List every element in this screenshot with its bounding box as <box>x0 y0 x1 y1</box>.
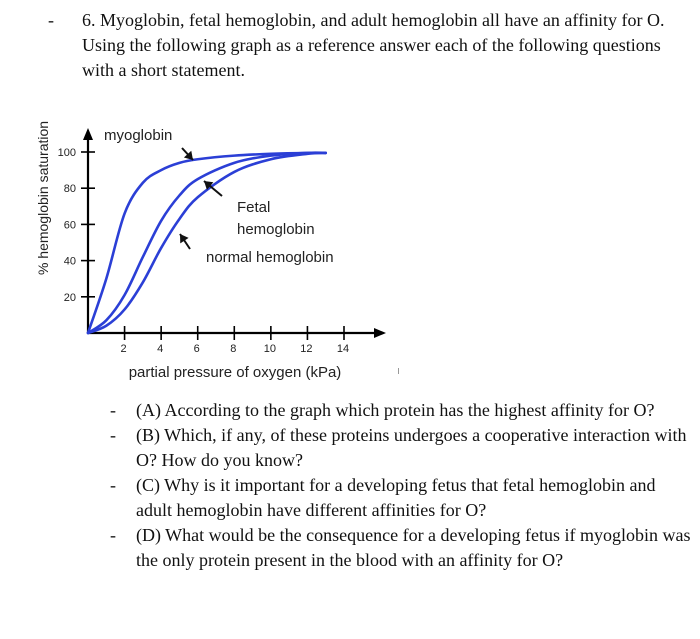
annotation-fetal-line1: Fetal <box>237 199 271 216</box>
x-tick-label: 14 <box>336 343 350 355</box>
subquestion-bullet: - <box>110 525 116 545</box>
y-axis-arrowhead <box>83 128 93 140</box>
subquestion-text: (D) What would be the consequence for a developing fetus if myoglobin was the only protein present in the blood with an affinity for O? <box>136 525 691 570</box>
subquestion-a <box>100 398 695 423</box>
subquestion-bullet: - <box>110 475 116 495</box>
subquestion-text: (C) Why is it important for a developing fetus that fetal hemoglobin and adult hemoglobin have different affinities for O? <box>136 475 656 520</box>
annotation-normal: normal hemoglobin <box>206 249 334 266</box>
curve-normal-hemoglobin <box>88 153 326 333</box>
x-tick-label: 4 <box>157 343 164 355</box>
x-tick-label: 6 <box>193 343 200 355</box>
subquestion-b <box>100 423 695 473</box>
x-tick-label: 8 <box>230 343 237 355</box>
x-tick-label: 12 <box>300 343 313 355</box>
stray-mark <box>398 368 399 374</box>
curve-fetal-hemoglobin <box>88 153 326 333</box>
question-bullet: - <box>48 10 54 30</box>
y-axis-label: % hemoglobin saturation <box>35 120 51 276</box>
subquestion-text: (B) Which, if any, of these proteins undergoes a cooperative interaction with O? How do you know? <box>136 425 687 470</box>
y-tick-label: 80 <box>63 183 76 196</box>
subquestion-list <box>100 398 695 573</box>
subquestion-c <box>100 473 695 523</box>
y-tick-label: 60 <box>63 219 76 232</box>
question-text: 6. Myoglobin, fetal hemoglobin, and adult hemoglobin all have an affinity for O. Using the following graph as a reference answer each of the following questions with a short statement. <box>82 10 665 80</box>
y-tick-label: 20 <box>63 291 76 304</box>
x-axis-label: partial pressure of oxygen (kPa) <box>128 364 342 381</box>
y-tick-label: 100 <box>57 147 76 159</box>
chart-curves <box>88 153 326 333</box>
x-tick-label: 2 <box>120 343 127 355</box>
annotation-myoglobin: myoglobin <box>104 127 173 144</box>
curve-myoglobin <box>88 153 326 333</box>
x-tick-label: 10 <box>263 343 276 355</box>
subquestion-bullet: - <box>110 400 116 420</box>
subquestion-d <box>100 523 695 573</box>
chart-arrows <box>180 148 222 249</box>
annotation-fetal-line2: hemoglobin <box>237 221 315 238</box>
oxygen-dissociation-chart <box>0 120 420 390</box>
subquestion-bullet: - <box>110 425 116 445</box>
x-axis-arrowhead <box>374 328 386 338</box>
y-tick-label: 40 <box>63 255 76 268</box>
subquestion-text: (A) According to the graph which protein has the highest affinity for O? <box>136 400 655 420</box>
